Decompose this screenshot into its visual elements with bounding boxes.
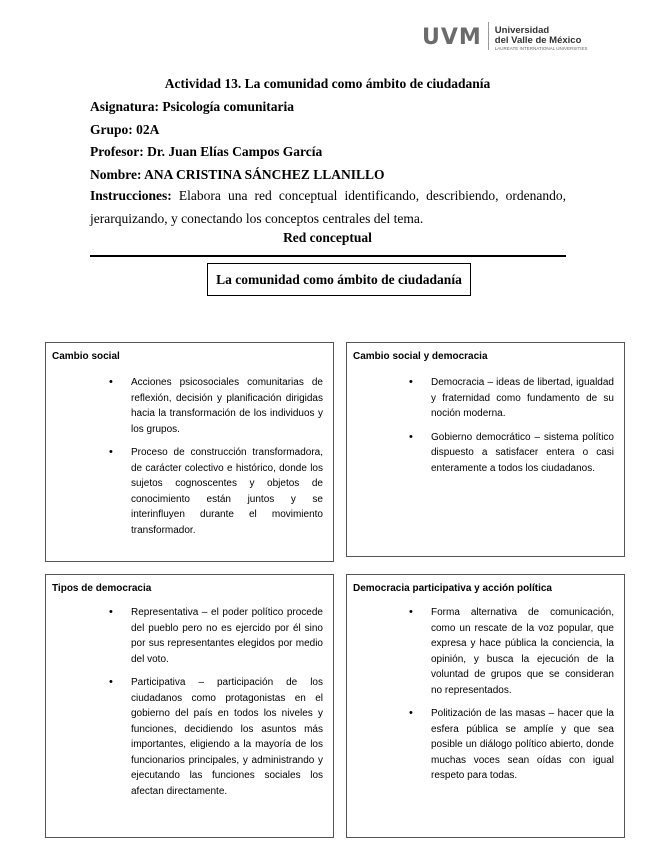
logo-line-2: del Valle de México xyxy=(494,34,582,46)
logo-text xyxy=(495,22,588,52)
list-item: • Democracia – ideas de libertad, igualdad y fraternidad como fundamento de su noción moderna. xyxy=(431,375,614,422)
uvm-logo xyxy=(422,22,587,52)
section-title: Red conceptual xyxy=(283,230,372,245)
instructions-label: Instrucciones: xyxy=(90,188,172,203)
instructions-text: Elabora una red conceptual identificando, describiendo, ordenando, jerarquizando, y conectando los conceptos centrales del tema. xyxy=(90,188,566,226)
logo-wordmark: UVM xyxy=(422,25,482,50)
instructions xyxy=(90,184,566,230)
concept-box-title: Cambio social xyxy=(52,351,120,362)
logo-line-3: LAUREATE INTERNATIONAL UNIVERSITIES xyxy=(494,46,588,51)
bullet-list xyxy=(131,375,323,546)
student-name-line: Nombre: ANA CRISTINA SÁNCHEZ LLANILLO xyxy=(90,167,385,182)
bullet-list xyxy=(131,605,323,807)
list-item: • Acciones psicosociales comunitarias de reflexión, decisión y planificación dirigidas hacia la transformación de los individuos y los grupos. xyxy=(131,375,323,437)
bullet-list xyxy=(431,605,614,792)
activity-title: Actividad 13. La comunidad como ámbito de ciudadanía xyxy=(164,76,491,91)
list-item: • Politización de las masas – hacer que la esfera pública se amplíe y que sea posible un diálogo político abierto, donde muchas voces sean oídas con igual respeto para todas. xyxy=(431,706,614,784)
logo-divider xyxy=(488,22,489,50)
list-item: • Proceso de construcción transformadora, de carácter colectivo e histórico, donde los sujetos cognoscentes y objetos de conocimiento están juntos y se interinfluyen durante el movimiento transformador. xyxy=(131,445,323,538)
horizontal-rule xyxy=(90,255,566,257)
list-item: • Forma alternativa de comunicación, como un rescate de la voz popular, que expresa y hace pública la conciencia, la opinión, y busca la ejecución de la voluntad de grupos que se consideran no representados. xyxy=(431,605,614,698)
concept-box-tipos-democracia xyxy=(45,574,334,838)
concept-box-cambio-social xyxy=(45,342,334,562)
central-concept-label: La comunidad como ámbito de ciudadanía xyxy=(216,271,462,287)
concept-box-cambio-social-democracia xyxy=(346,342,625,557)
professor-line: Profesor: Dr. Juan Elías Campos García xyxy=(90,144,323,159)
bullet-list xyxy=(431,375,614,484)
list-item: • Participativa – participación de los ciudadanos como protagonistas en el gobierno del país en todos los niveles y funciones, decidiendo los asuntos más importantes, eligiendo a la mayoría de los funcionarios principales, y administrando y ejecutando las funciones sociales los afectan directamente. xyxy=(131,675,323,799)
logo-line-1: Universidad xyxy=(494,25,550,36)
concept-box-title: Democracia participativa y acción política xyxy=(353,583,552,594)
central-concept-box xyxy=(207,263,471,296)
subject-line: Asignatura: Psicología comunitaria xyxy=(90,99,294,114)
list-item: • Representativa – el poder político procede del pueblo pero no es ejercido por él sino por sus representantes elegidos por medio del voto. xyxy=(131,605,323,667)
list-item: • Gobierno democrático – sistema político dispuesto a satisfacer entera o casi enteramente a todos los ciudadanos. xyxy=(431,430,614,477)
concept-box-title: Cambio social y democracia xyxy=(353,351,488,362)
concept-box-democracia-participativa xyxy=(346,574,625,838)
group-line: Grupo: 02A xyxy=(90,122,160,137)
concept-box-title: Tipos de democracia xyxy=(52,583,152,594)
